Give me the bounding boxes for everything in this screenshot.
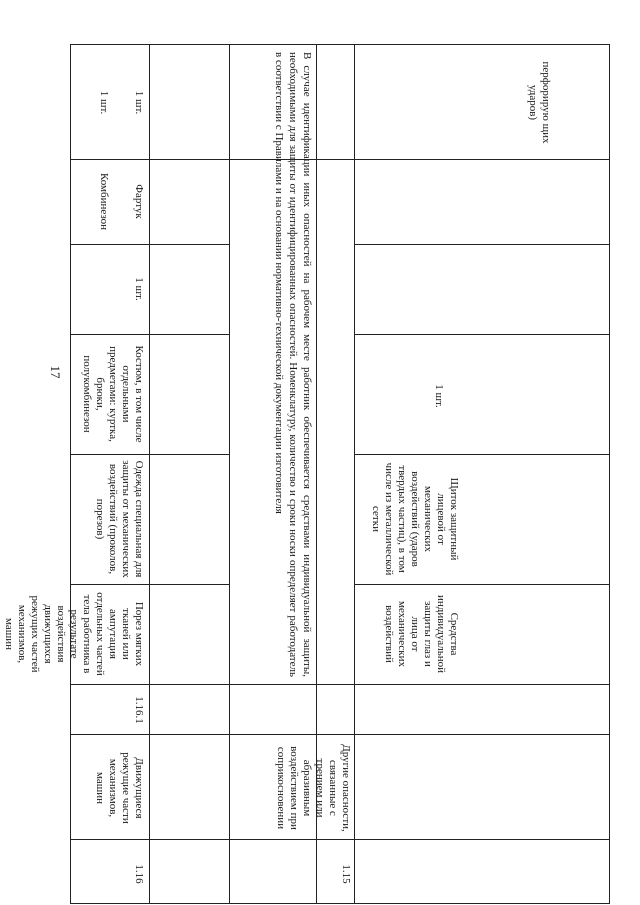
column-separator: [355, 244, 610, 245]
sub-number-1-16-1: 1.16.1: [133, 696, 145, 724]
row-separator: [229, 44, 230, 904]
shield-item: Щиток защитный лицевой от механических воздействий (ударов твердых частиц), в том числе из металлической сетки: [370, 462, 460, 576]
column-separator: [70, 159, 610, 160]
column-separator: [70, 734, 610, 735]
column-separator: [70, 244, 230, 245]
row-separator: [149, 44, 150, 904]
row-separator: [354, 44, 355, 904]
identification-note: В случае идентификации иных опасностей на рабочем месте работник обеспечивается средствами индивидуальной защиты, необходимыми для защиты от идентифицированных опасностей. Номенклатуру, количество и сроки носки определяет работодатель в соответствии с Правилами и на основании нормативно-технической документации изготовителя: [273, 52, 313, 677]
hazard-friction: Другие опасности, связанные с трением или абразивным воздействием при соприкосновении: [275, 744, 352, 832]
suit-item: Костюм, в том числе отдельными предметами: куртка, брюки, полукомбинезон: [81, 345, 145, 443]
overall-item: Комбинезон: [98, 172, 110, 231]
shield-qty: 1 шт.: [433, 384, 445, 408]
continued-text: перфорирую щих ударов): [527, 61, 552, 144]
apron-qty: 1 шт.: [133, 90, 145, 115]
overall-qty: 1 шт.: [98, 90, 110, 115]
apron-item: Фартук: [133, 184, 145, 219]
risk-description: Порез мягких тканей или ампутация отдельных частей тела работника в результате воздействия движущихся режущих частей механизмов, машин: [3, 592, 145, 676]
column-separator: [70, 584, 230, 585]
row-number-1-15: 1.15: [340, 864, 352, 884]
column-separator: [355, 334, 610, 335]
column-separator: [70, 684, 610, 685]
column-separator: [355, 584, 610, 585]
row-number-1-16: 1.16: [133, 864, 145, 884]
table-border-right: [70, 903, 610, 904]
column-separator: [70, 839, 610, 840]
eye-face-protection: Средства индивидуальной защиты глаз и лица от механических воздействий: [383, 594, 460, 674]
table-border-left: [70, 44, 610, 45]
table-border-top: [609, 44, 610, 904]
column-separator: [70, 454, 230, 455]
hazard-cutting-parts: Движущиеся режущие части механизмов, машин: [94, 752, 145, 824]
page-number: 17: [48, 365, 63, 379]
special-clothing: Одежда специальная для защиты от механических воздействий (проколов, порезов): [94, 460, 145, 578]
table-border-bottom: [70, 44, 71, 904]
column-separator: [70, 334, 230, 335]
suit-qty: 1 шт.: [133, 277, 145, 301]
column-separator: [355, 454, 610, 455]
